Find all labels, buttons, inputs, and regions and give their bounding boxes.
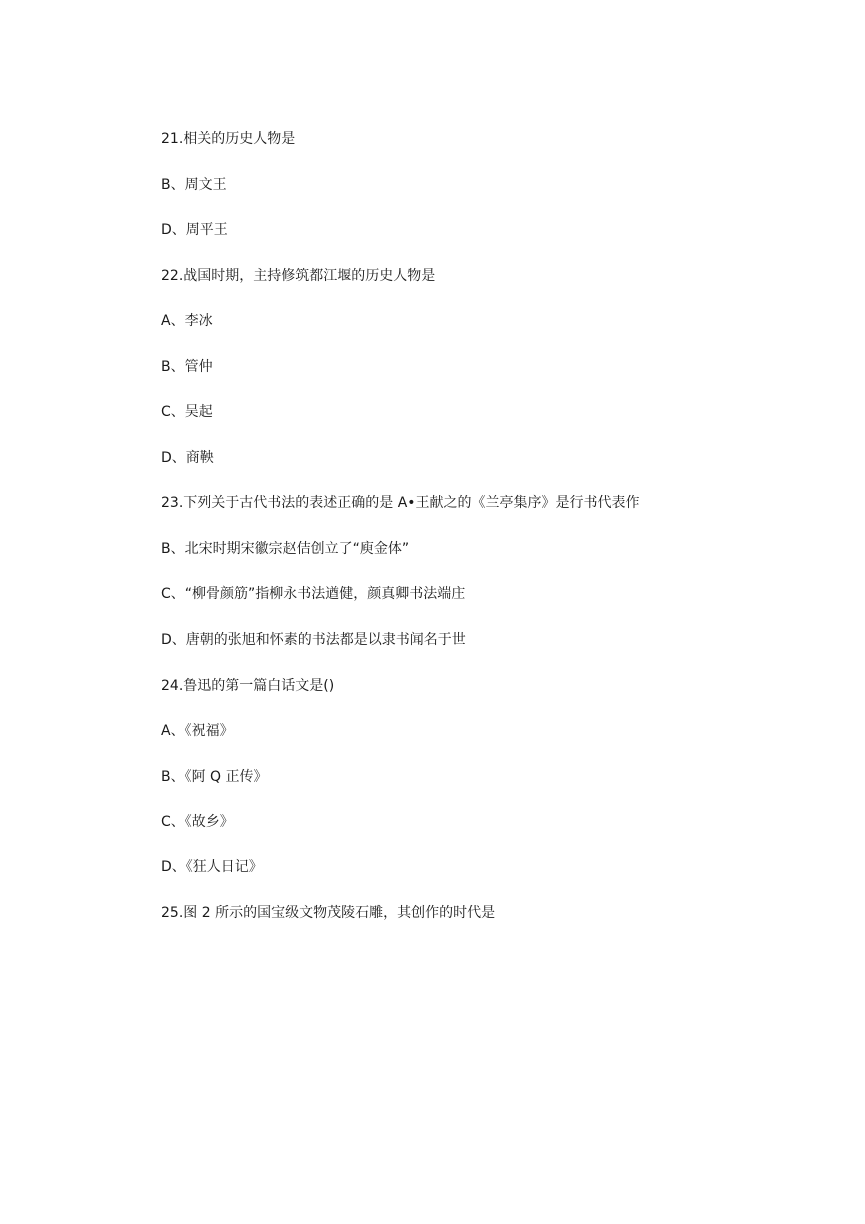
- option-24-c: C、《故乡》: [161, 814, 234, 830]
- option-23-d: D、唐朝的张旭和怀素的书法都是以隶书闻名于世: [161, 632, 466, 648]
- option-24-a: A、《祝福》: [161, 723, 234, 739]
- question-22-stem: 22.战国时期，主持修筑都江堰的历史人物是: [161, 268, 436, 284]
- option-24-b: B、《阿 Q 正传》: [161, 769, 268, 785]
- question-25-stem: 25.图 2 所示的国宝级文物茂陵石雕，其创作的时代是: [161, 905, 496, 921]
- option-21-d: D、周平王: [161, 222, 228, 238]
- option-23-b: B、北宋时期宋徽宗赵佶创立了“庾金体”: [161, 541, 410, 557]
- option-21-b: B、周文王: [161, 177, 227, 193]
- option-22-c: C、吴起: [161, 404, 213, 420]
- question-21-stem: 21.相关的历史人物是: [161, 131, 296, 147]
- option-24-d: D、《狂人日记》: [161, 859, 263, 875]
- option-23-c: C、“柳骨颜筋”指柳永书法遒健，颜真卿书法端庄: [161, 586, 466, 602]
- option-22-d: D、商鞅: [161, 450, 214, 466]
- question-23-stem: 23.下列关于古代书法的表述正确的是 A•王献之的《兰亭集序》是行书代表作: [161, 495, 640, 511]
- option-22-a: A、李冰: [161, 313, 213, 329]
- option-22-b: B、管仲: [161, 359, 213, 375]
- question-24-stem: 24.鲁迅的第一篇白话文是(): [161, 678, 335, 694]
